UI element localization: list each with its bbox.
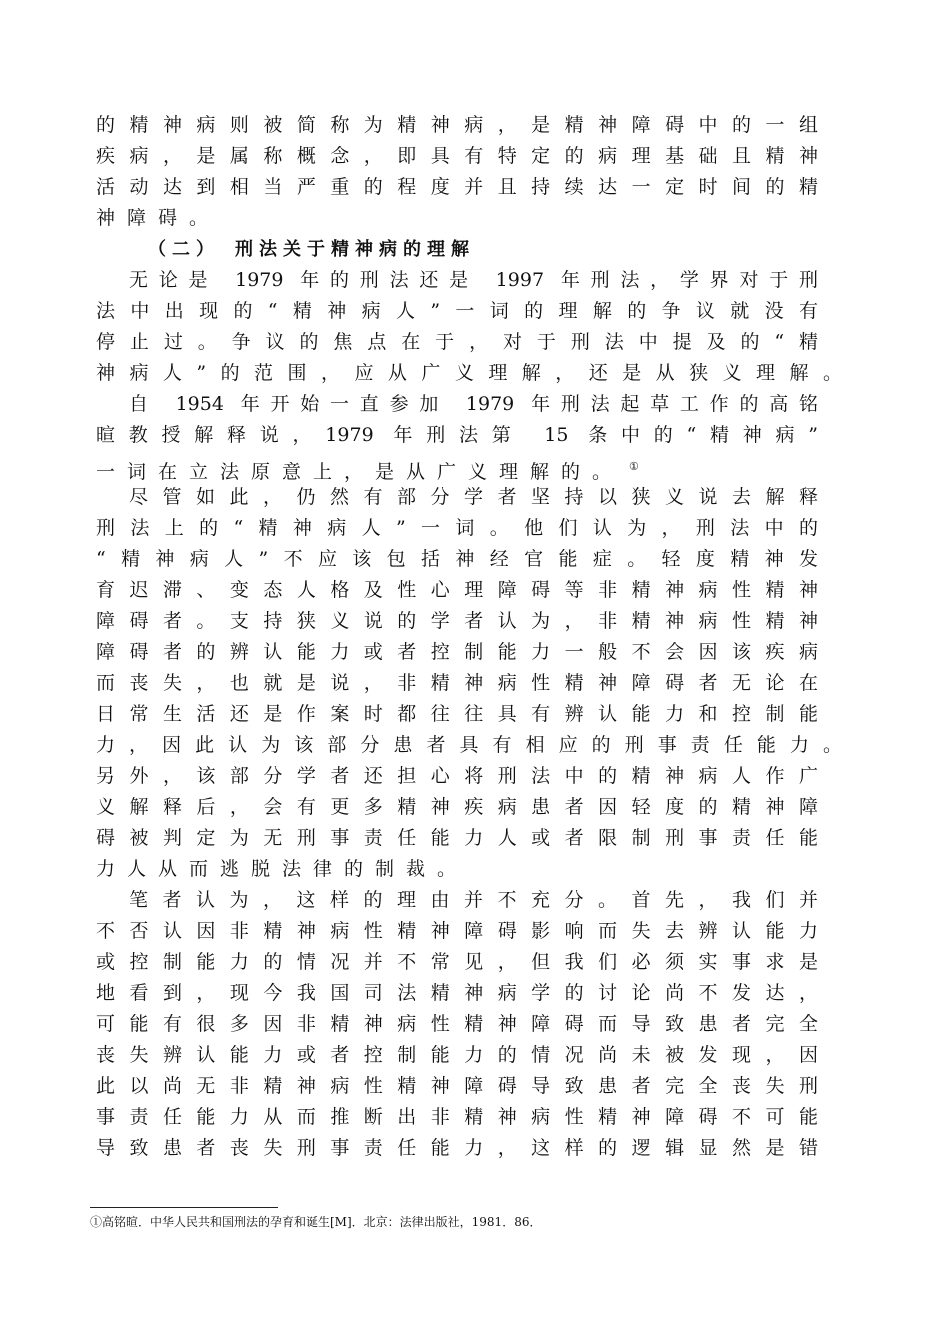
text-line: 法中出现的“精神病人”一词的理解的争议就没有 [96,300,818,322]
text-line: 刑法上的“精神病人”一词。他们认为，刑法中的 [96,517,818,539]
text-line: 义解释后，会有更多精神疾病患者因轻度的精神障 [96,796,818,818]
text-line: 育迟滞、变态人格及性心理障碍等非精神病性精神 [96,579,818,601]
text-line: 神病人”的范围，应从广义理解，还是从狭义理解。 [96,362,842,384]
footnote: ①高铭暄．中华人民共和国刑法的孕育和诞生[M]．北京：法律出版社，1981．86． [90,1215,542,1229]
text-line: 笔者认为，这样的理由并不充分。首先，我们并 [129,889,818,911]
text-line: 的精神病则被简称为精神病，是精神障碍中的一组 [96,114,818,136]
text-line: 日常生活还是作案时都往往具有辨认能力和控制能 [96,703,818,725]
footnote-marker: ① [629,460,651,473]
text-line: 活动达到相当严重的程度并且持续达一定时间的精 [96,176,818,198]
text-line: 事责任能力从而推断出非精神病性精神障碍不可能 [96,1106,818,1128]
text-line: 无论是 1979 年的刑法还是 1997 年刑法，学界对于刑 [129,269,818,291]
text-line: 疾病，是属称概念，即具有特定的病理基础且精神 [96,145,818,167]
text-line: 丧失辨认能力或者控制能力的情况尚未被发现，因 [96,1044,818,1066]
text-line: 神障碍。 [96,207,221,229]
text-line: 暄教授解释说，1979 年刑法第 15 条中的“精神病” [96,424,818,446]
text-line: 另外，该部分学者还担心将刑法中的精神病人作广 [96,765,818,787]
text-line [96,451,818,482]
text-line: 此以尚无非精神病性精神障碍导致患者完全丧失刑 [96,1075,818,1097]
text-segment: 一词在立法原意上，是从广义理解的。 [96,461,624,483]
text-line: 可能有很多因非精神病性精神障碍而导致患者完全 [96,1013,818,1035]
text-line: 停止过。争议的焦点在于，对于刑法中提及的“精 [96,331,818,353]
text-line: 碍被判定为无刑事责任能力人或者限制刑事责任能 [96,827,818,849]
text-line: 尽管如此，仍然有部分学者坚持以狭义说去解释 [129,486,818,508]
text-line: 力人从而逃脱法律的制裁。 [96,858,469,880]
text-line: “精神病人”不应该包括神经官能症。轻度精神发 [96,548,818,570]
text-line: 自 1954 年开始一直参加 1979 年刑法起草工作的高铭 [129,393,818,415]
text-line: 地看到，现今我国司法精神病学的讨论尚不发达， [96,982,818,1004]
text-line: 障碍者的辨认能力或者控制能力一般不会因该疾病 [96,641,818,663]
text-line: 导致患者丧失刑事责任能力，这样的逻辑显然是错 [96,1137,818,1159]
section-heading: （二） 刑法关于精神病的理解 [148,239,475,260]
text-line: 力，因此认为该部分患者具有相应的刑事责任能力。 [96,734,842,756]
text-line: 或控制能力的情况并不常见，但我们必须实事求是 [96,951,818,973]
text-line: 障碍者。支持狭义说的学者认为，非精神病性精神 [96,610,818,632]
text-line: 而丧失，也就是说，非精神病性精神障碍者无论在 [96,672,818,694]
text-line: 不否认因非精神病性精神障碍影响而失去辨认能力 [96,920,818,942]
footnote-divider [90,1207,278,1208]
